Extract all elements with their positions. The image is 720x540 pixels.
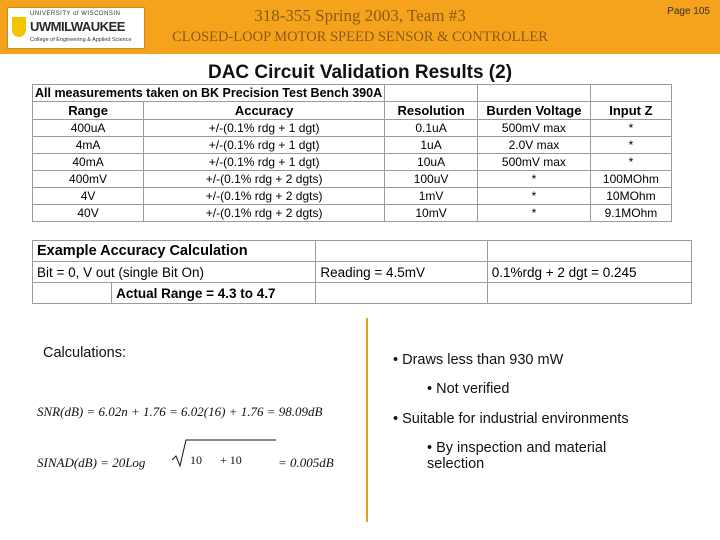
column-header: Range	[33, 102, 144, 120]
table-caption: All measurements taken on BK Precision Test Bench 390A	[33, 85, 385, 102]
table-cell: +/-(0.1% rdg + 1 dgt)	[144, 137, 385, 154]
table-row	[33, 137, 672, 154]
table-cell: 40V	[33, 205, 144, 222]
table-cell: *	[478, 205, 591, 222]
column-header: Accuracy	[144, 102, 385, 120]
table-cell: 100uV	[385, 171, 478, 188]
column-header: Resolution	[385, 102, 478, 120]
project-title: CLOSED-LOOP MOTOR SPEED SENSOR & CONTROLLER	[172, 29, 548, 45]
table-cell: 4mA	[33, 137, 144, 154]
snr-formula: SNR(dB) = 6.02n + 1.76 = 6.02(16) + 1.76 = 98.09dB	[37, 404, 323, 419]
slide-title: DAC Circuit Validation Results (2)	[207, 62, 513, 83]
table-row	[33, 120, 672, 137]
table-cell: 10mV	[385, 205, 478, 222]
university-logo	[7, 7, 145, 49]
logo-name: UWMILWAUKEE	[30, 19, 125, 34]
table-cell: +/-(0.1% rdg + 2 dgts)	[144, 188, 385, 205]
table-row	[33, 171, 672, 188]
example-calculation-table	[32, 240, 692, 304]
sinad-formula-right: = 0.005dB	[278, 455, 334, 470]
table-cell: +/-(0.1% rdg + 2 dgts)	[144, 171, 385, 188]
logo-top-text: UNIVERSITY of WISCONSIN	[30, 11, 121, 17]
table-row	[33, 188, 672, 205]
table-cell: 40mA	[33, 154, 144, 171]
table-cell: 4V	[33, 188, 144, 205]
svg-text:+ 10: + 10	[220, 453, 242, 467]
column-header: Input Z	[590, 102, 671, 120]
table-caption-row	[33, 85, 672, 102]
course-title: 318-355 Spring 2003, Team #3	[254, 6, 466, 25]
bullet-power: • Draws less than 930 mW	[393, 352, 564, 368]
bullet-industrial: • Suitable for industrial environments	[393, 411, 629, 427]
table-row	[33, 154, 672, 171]
table-cell: +/-(0.1% rdg + 1 dgt)	[144, 154, 385, 171]
table-header-row	[33, 102, 672, 120]
table-cell: 10uA	[385, 154, 478, 171]
column-divider	[366, 318, 368, 522]
example-heading: Example Accuracy Calculation	[33, 241, 316, 262]
page-number: Page 105	[667, 6, 710, 17]
table-cell: *	[590, 154, 671, 171]
table-cell: 0.1uA	[385, 120, 478, 137]
table-row	[33, 283, 692, 304]
table-cell: *	[590, 137, 671, 154]
table-cell: 1mV	[385, 188, 478, 205]
bullet-inspection: • By inspection and material selection	[427, 440, 607, 472]
table-cell: *	[478, 171, 591, 188]
table-row	[33, 262, 692, 283]
table-cell: *	[590, 120, 671, 137]
table-row	[33, 241, 692, 262]
slide-header	[0, 0, 720, 54]
table-cell: 500mV max	[478, 154, 591, 171]
table-cell: 10MOhm	[590, 188, 671, 205]
shield-icon	[12, 17, 26, 37]
reading-value: Reading = 4.5mV	[316, 262, 487, 283]
actual-range: Actual Range = 4.3 to 4.7	[112, 283, 316, 304]
table-cell: +/-(0.1% rdg + 2 dgts)	[144, 205, 385, 222]
column-header: Burden Voltage	[478, 102, 591, 120]
svg-text:10: 10	[190, 453, 202, 467]
table-cell: 2.0V max	[478, 137, 591, 154]
calculations-label: Calculations:	[43, 345, 127, 361]
table-row	[33, 205, 672, 222]
table-cell: *	[478, 188, 591, 205]
table-cell: 500mV max	[478, 120, 591, 137]
accuracy-value: 0.1%rdg + 2 dgt = 0.245	[487, 262, 691, 283]
sinad-radical	[170, 436, 280, 470]
logo-subtitle: College of Engineering & Applied Science	[30, 37, 132, 43]
sinad-formula-left: SINAD(dB) = 20Log	[37, 455, 146, 470]
table-cell: 400uA	[33, 120, 144, 137]
table-cell: +/-(0.1% rdg + 1 dgt)	[144, 120, 385, 137]
table-cell: 400mV	[33, 171, 144, 188]
bullet-not-verified: • Not verified	[427, 381, 510, 397]
table-cell: 100MOhm	[590, 171, 671, 188]
table-cell: 9.1MOhm	[590, 205, 671, 222]
measurements-table	[32, 84, 672, 222]
table-cell: 1uA	[385, 137, 478, 154]
bit-setting: Bit = 0, V out (single Bit On)	[33, 262, 316, 283]
